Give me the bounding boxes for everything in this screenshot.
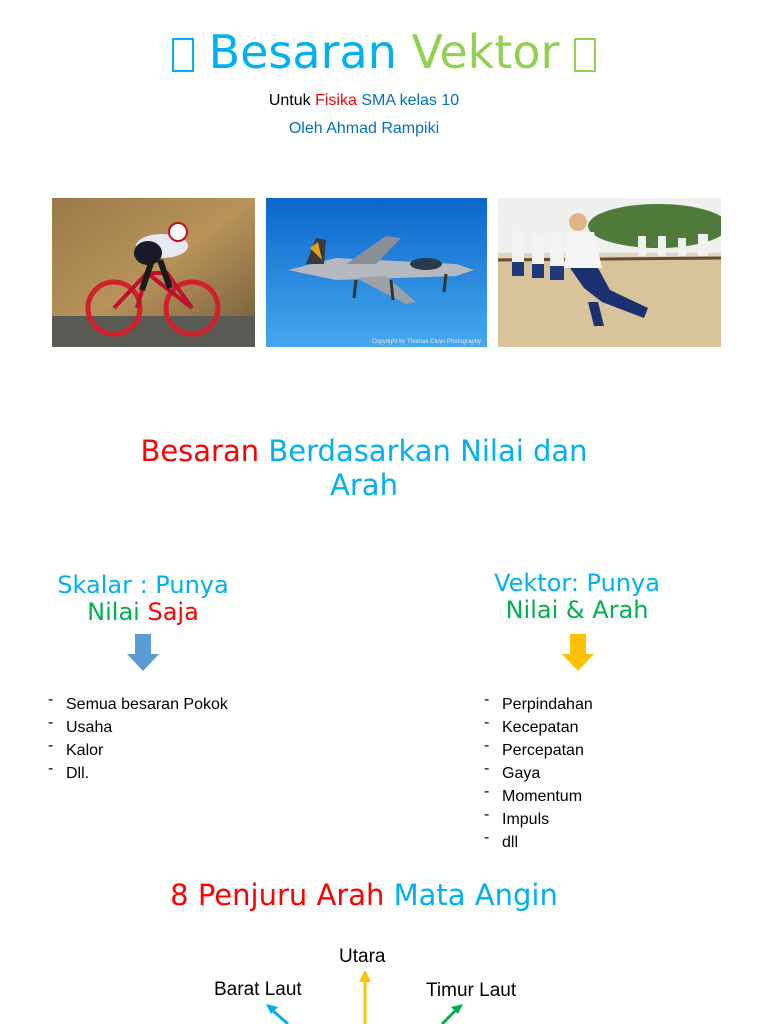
page-title (0, 24, 768, 80)
skalar-line1: Skalar : Punya (57, 571, 229, 599)
author: Oleh Ahmad Rampiki (288, 120, 440, 137)
compass-northwest-label: Barat Laut (214, 979, 302, 1000)
skalar-heading (42, 572, 244, 626)
heading-mata-angin: Mata Angin (393, 878, 558, 912)
title-besaran: Besaran (208, 25, 397, 79)
list-item: - Dll. (48, 762, 288, 785)
list-item: - Percepatan (484, 739, 724, 762)
list-item: - Perpindahan (484, 693, 724, 716)
list-item: - Gaya (484, 762, 724, 785)
compass-northeast-label: Timur Laut (426, 980, 517, 1001)
subtitle-prefix: Untuk (268, 92, 311, 109)
title-vektor: Vektor (411, 25, 560, 79)
compass-arrows (258, 968, 468, 1024)
arrow-down-icon (126, 634, 160, 672)
photo-credit: Copyright by Thomas Cluys Photography (371, 339, 481, 345)
subtitle (0, 91, 728, 111)
vektor-list (484, 693, 724, 854)
arrow-down-icon (561, 634, 595, 672)
vektor-line2: Nilai & Arah (505, 596, 649, 624)
subtitle-level: SMA kelas 10 (361, 92, 460, 109)
arrow-northwest-icon (266, 1004, 288, 1024)
subtitle-subject: Fisika (315, 92, 357, 109)
skalar-list (48, 693, 288, 785)
list-item: - Momentum (484, 785, 724, 808)
list-item: - Usaha (48, 716, 288, 739)
vektor-line1: Vektor: Punya (494, 569, 660, 597)
missing-glyph-icon (574, 38, 596, 72)
fighter-jet-photo (266, 198, 487, 347)
skalar-saja: Saja (147, 598, 199, 626)
missing-glyph-icon (172, 38, 194, 72)
list-item: - Impuls (484, 808, 724, 831)
list-item: - dll (484, 831, 724, 854)
cyclist-photo (52, 198, 255, 347)
tug-of-war-photo (498, 198, 721, 347)
arrow-north-icon (359, 970, 371, 1024)
vektor-heading (470, 570, 684, 624)
heading-besaran-word: Besaran (140, 434, 260, 468)
heading-penjuru: 8 Penjuru Arah (170, 878, 385, 912)
compass-north-label: Utara (339, 946, 386, 967)
skalar-nilai: Nilai (87, 598, 140, 626)
list-item: - Kalor (48, 739, 288, 762)
section-heading-mata-angin (64, 878, 664, 912)
section-heading-besaran (64, 434, 664, 502)
list-item: - Semua besaran Pokok (48, 693, 288, 716)
heading-besaran-line1: Berdasarkan Nilai dan (268, 434, 588, 468)
list-item: - Kecepatan (484, 716, 724, 739)
heading-besaran-line2: Arah (330, 468, 398, 502)
arrow-northeast-icon (442, 1004, 463, 1024)
